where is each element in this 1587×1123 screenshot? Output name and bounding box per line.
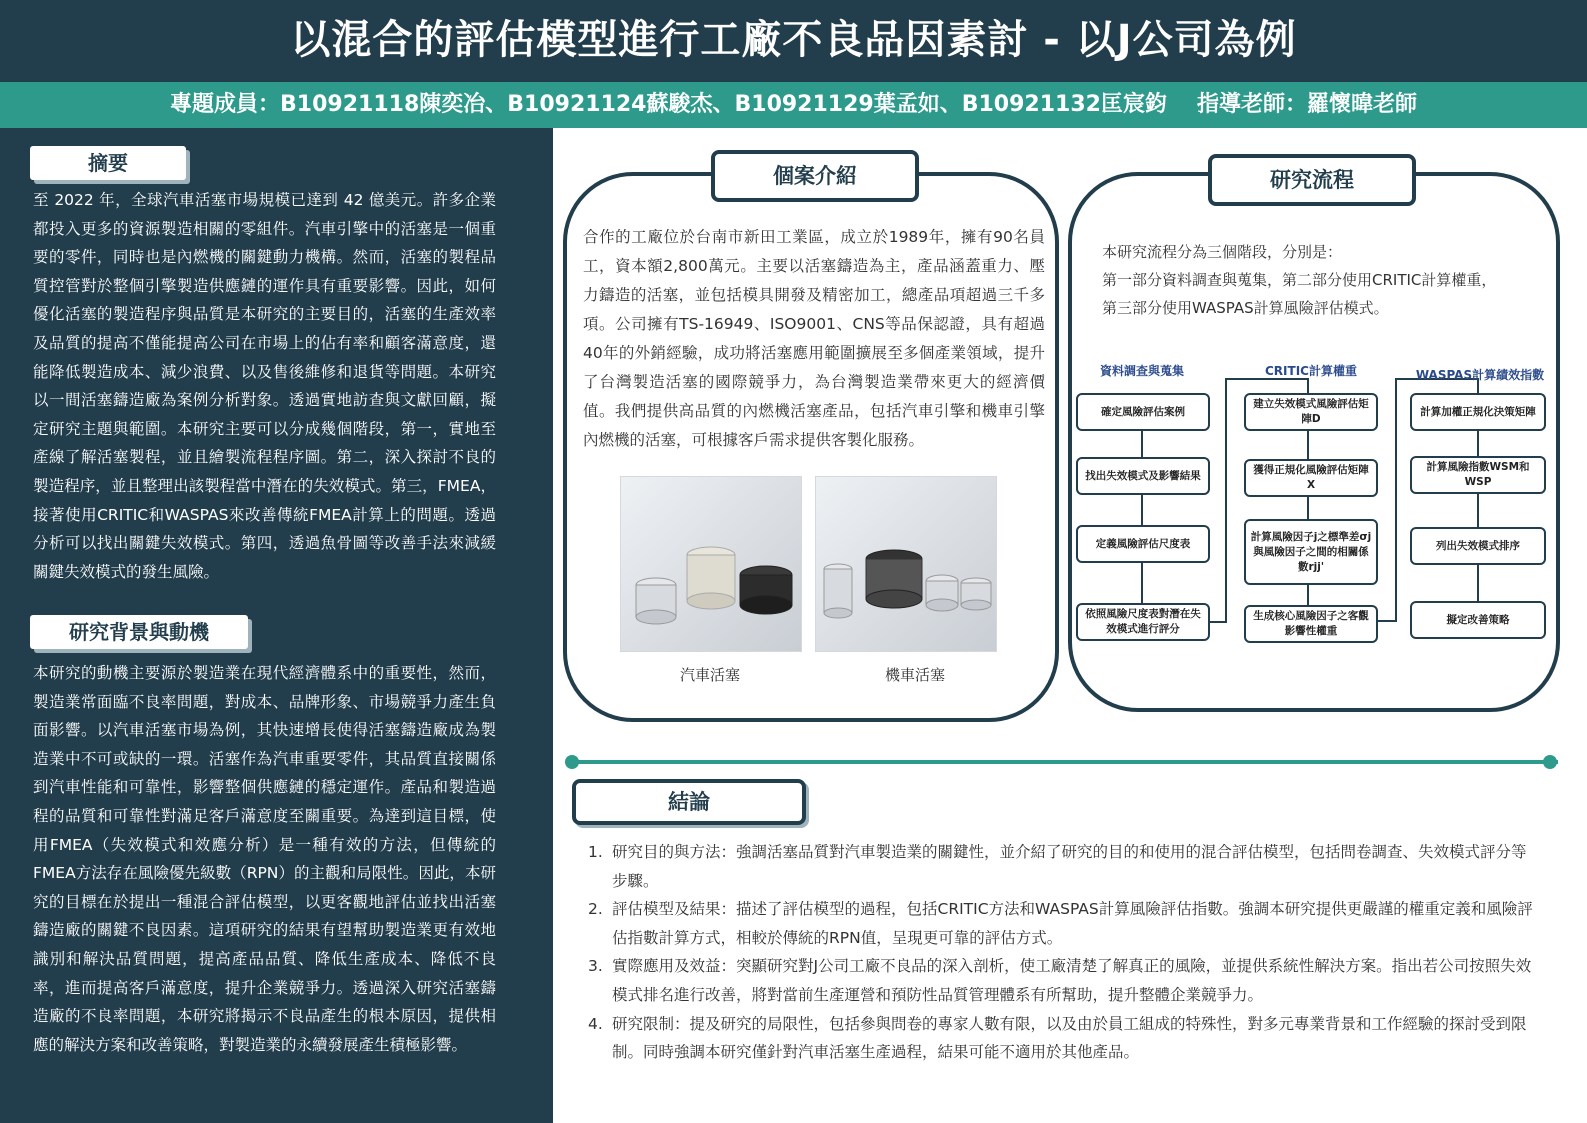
title-bar <box>0 0 1587 82</box>
flow-box: 獲得正規化風險評估矩陣X <box>1244 459 1378 497</box>
flow-box: 確定風險評估案例 <box>1076 393 1210 431</box>
case-text: 合作的工廠位於台南市新田工業區，成立於1989年，擁有90名員工，資本額2,800萬元。主要以活塞鑄造為主，產品涵蓋重力、壓力鑄造的活塞，並包括模具開發及精密加工，總產品項超過三千多項。公司擁有TS-16949、ISO9001、CNS等品保認證，具有超過40年的外銷經驗，成功將活塞應用範圍擴展至多個產業領域，提升了台灣製造活塞的國際競爭力，為台灣製造業帶來更大的經濟價值。我們提供高品質的內燃機活塞產品，包括汽車引擎和機車引擎內燃機的活塞，可根據客戶需求提供客製化服務。 <box>583 228 1045 449</box>
abstract-label: 摘要 <box>30 146 186 180</box>
case-label: 個案介紹 <box>711 150 919 202</box>
flow-box: 計算加權正規化決策矩陣 <box>1410 393 1546 431</box>
car-piston-caption: 汽車活塞 <box>679 666 740 684</box>
flow-intro <box>1102 238 1542 322</box>
conclusion-item-number: 4. <box>588 1014 603 1033</box>
conclusion-item-number: 3. <box>588 957 603 976</box>
flow-label: 研究流程 <box>1208 154 1416 206</box>
conclusion-item-text: 研究限制：提及研究的局限性，包括參與問卷的專家人數有限，以及由於員工組成的特殊性，對多元專業背景和工作經驗的探討受到限制。同時強調本研究僅針對汽車活塞生產過程，結果可能不適用於其他產品。 <box>612 1014 1527 1062</box>
flow-intro-line-2: 第一部分資料調查與蒐集，第二部分使用CRITIC計算權重， <box>1102 271 1497 289</box>
conclusion-label: 結論 <box>572 779 806 825</box>
flow-col1-heading: 資料調查與蒐集 <box>1099 364 1184 378</box>
car-piston-photo <box>620 476 802 652</box>
flow-box: 計算風險因子j之標準差σj與風險因子之間的相關係數rjj' <box>1244 519 1378 585</box>
flow-box: 計算風險指數WSM和WSP <box>1410 456 1546 494</box>
section-divider <box>578 760 1558 764</box>
flow-box: 找出失效模式及影響結果 <box>1076 457 1210 495</box>
page-title: 以混合的評估模型進行工廠不良品因素討 - 以J公司為例 <box>290 17 1297 63</box>
flow-col3-heading: WASPAS計算績效指數 <box>1415 368 1545 382</box>
members-list: 專題成員：B10921118陳奕冶、B10921124蘇駿杰、B10921129葉孟如、B10921132匡宸鈞 <box>170 92 1167 117</box>
conclusion-item-text: 研究目的與方法：強調活塞品質對汽車製造業的關鍵性，並介紹了研究的目的和使用的混合評估模型，包括問卷調查、失效模式評分等步驟。 <box>612 843 1527 890</box>
conclusion-item-number: 2. <box>588 900 603 919</box>
flow-box: 定義風險評估尺度表 <box>1076 525 1210 563</box>
conclusion-item <box>588 1010 1538 1067</box>
flow-box: 依照風險尺度表對潛在失效模式進行評分 <box>1076 603 1210 641</box>
conclusion-list <box>588 838 1538 1067</box>
advisor: 指導老師：羅懷暐老師 <box>1196 92 1417 117</box>
divider-dot-right <box>1543 755 1557 769</box>
conclusion-item <box>588 952 1538 1009</box>
motorcycle-piston-icon <box>816 477 996 651</box>
background-text: 本研究的動機主要源於製造業在現代經濟體系中的重要性，然而，製造業常面臨不良率問題，對成本、品牌形象、市場競爭力產生負面影響。以汽車活塞市場為例，其快速增長使得活塞鑄造廠成為製造業中不可或缺的一環。活塞作為汽車重要零件，其品質直接關係到汽車性能和可靠性，影響整個供應鏈的穩定運作。產品和製造過程的品質和可靠性對滿足客戶滿意度至關重要。為達到這目標，使用FMEA（失效模式和效應分析）是一種有效的方法，但傳統的FMEA方法存在風險優先級數（RPN）的主觀和局限性。因此，本研究的目標在於提出一種混合評估模型，以更客觀地評估並找出活塞鑄造廠的關鍵不良因素。這項研究的結果有望幫助製造業更有效地識別和解決品質問題，提高產品品質、降低生產成本、降低不良率，進而提高客戶滿意度，提升企業競爭力。透過深入研究活塞鑄造廠的不良率問題，本研究將揭示不良品產生的根本原因，提供相應的解決方案和改善策略，對製造業的永續發展產生積極影響。 <box>33 664 496 1054</box>
left-column <box>0 128 553 1123</box>
members-line <box>0 82 1587 128</box>
flow-intro-line-3: 第三部分使用WASPAS計算風險評估模式。 <box>1102 299 1389 317</box>
car-piston-icon <box>621 477 801 651</box>
background-label: 研究背景與動機 <box>30 615 248 649</box>
flow-box: 建立失效模式風險評估矩陣D <box>1244 393 1378 431</box>
flow-intro-line-1: 本研究流程分為三個階段，分別是： <box>1102 243 1343 261</box>
divider-dot-left <box>565 755 579 769</box>
conclusion-item-number: 1. <box>588 843 603 861</box>
abstract-text: 至 2022 年，全球汽車活塞市場規模已達到 42 億美元。許多企業都投入更多的資源製造相關的零組件。汽車引擎中的活塞是一個重要的零件，同時也是內燃機的關鍵動力機構。然而，活塞的製程品質控管對於整個引擎製造供應鏈的運作具有重要影響。因此，如何優化活塞的製造程序與品質是本研究的主要目的，活塞的生產效率及品質的提高不僅能提高公司在市場上的佔有率和顧客滿意度，還能降低製造成本、減少浪費、以及售後維修和退貨等問題。本研究以一間活塞鑄造廠為案例分析對象。透過實地訪查與文獻回顧，擬定研究主題與範圍。本研究主要可以分成幾個階段，第一，實地至產線了解活塞製程，並且繪製流程程序圖。第二，深入探討不良的製造程序，並且整理出該製程當中潛在的失效模式。第三，FMEA，接著使用CRITIC和WASPAS來改善傳統FMEA計算上的問題。透過分析可以找出關鍵失效模式。第四，透過魚骨圖等改善手法來減緩關鍵失效模式的發生風險。 <box>33 191 496 581</box>
motorcycle-piston-caption: 機車活塞 <box>884 666 945 684</box>
conclusion-item-text: 實際應用及效益：突顯研究對J公司工廠不良品的深入剖析，使工廠清楚了解真正的風險，並提供系統性解決方案。指出若公司按照失效模式排名進行改善，將對當前生產運營和預防性品質管理體系有所幫助，提升整體企業競爭力。 <box>612 957 1532 1004</box>
flow-box: 列出失效模式排序 <box>1410 527 1546 565</box>
flow-box: 擬定改善策略 <box>1410 601 1546 639</box>
flow-box: 生成核心風險因子之客觀影響性權重 <box>1244 605 1378 643</box>
conclusion-item <box>588 895 1538 952</box>
motorcycle-piston-photo <box>815 476 997 652</box>
members-bar <box>0 82 1587 128</box>
conclusion-item <box>588 838 1538 895</box>
flow-col2-heading: CRITIC計算權重 <box>1265 364 1357 378</box>
conclusion-item-text: 評估模型及結果：描述了評估模型的過程，包括CRITIC方法和WASPAS計算風險評估指數。強調本研究提供更嚴謹的權重定義和風險評估指數計算方式，相較於傳統的RPN值，呈現更可靠的評估方式。 <box>612 900 1533 947</box>
